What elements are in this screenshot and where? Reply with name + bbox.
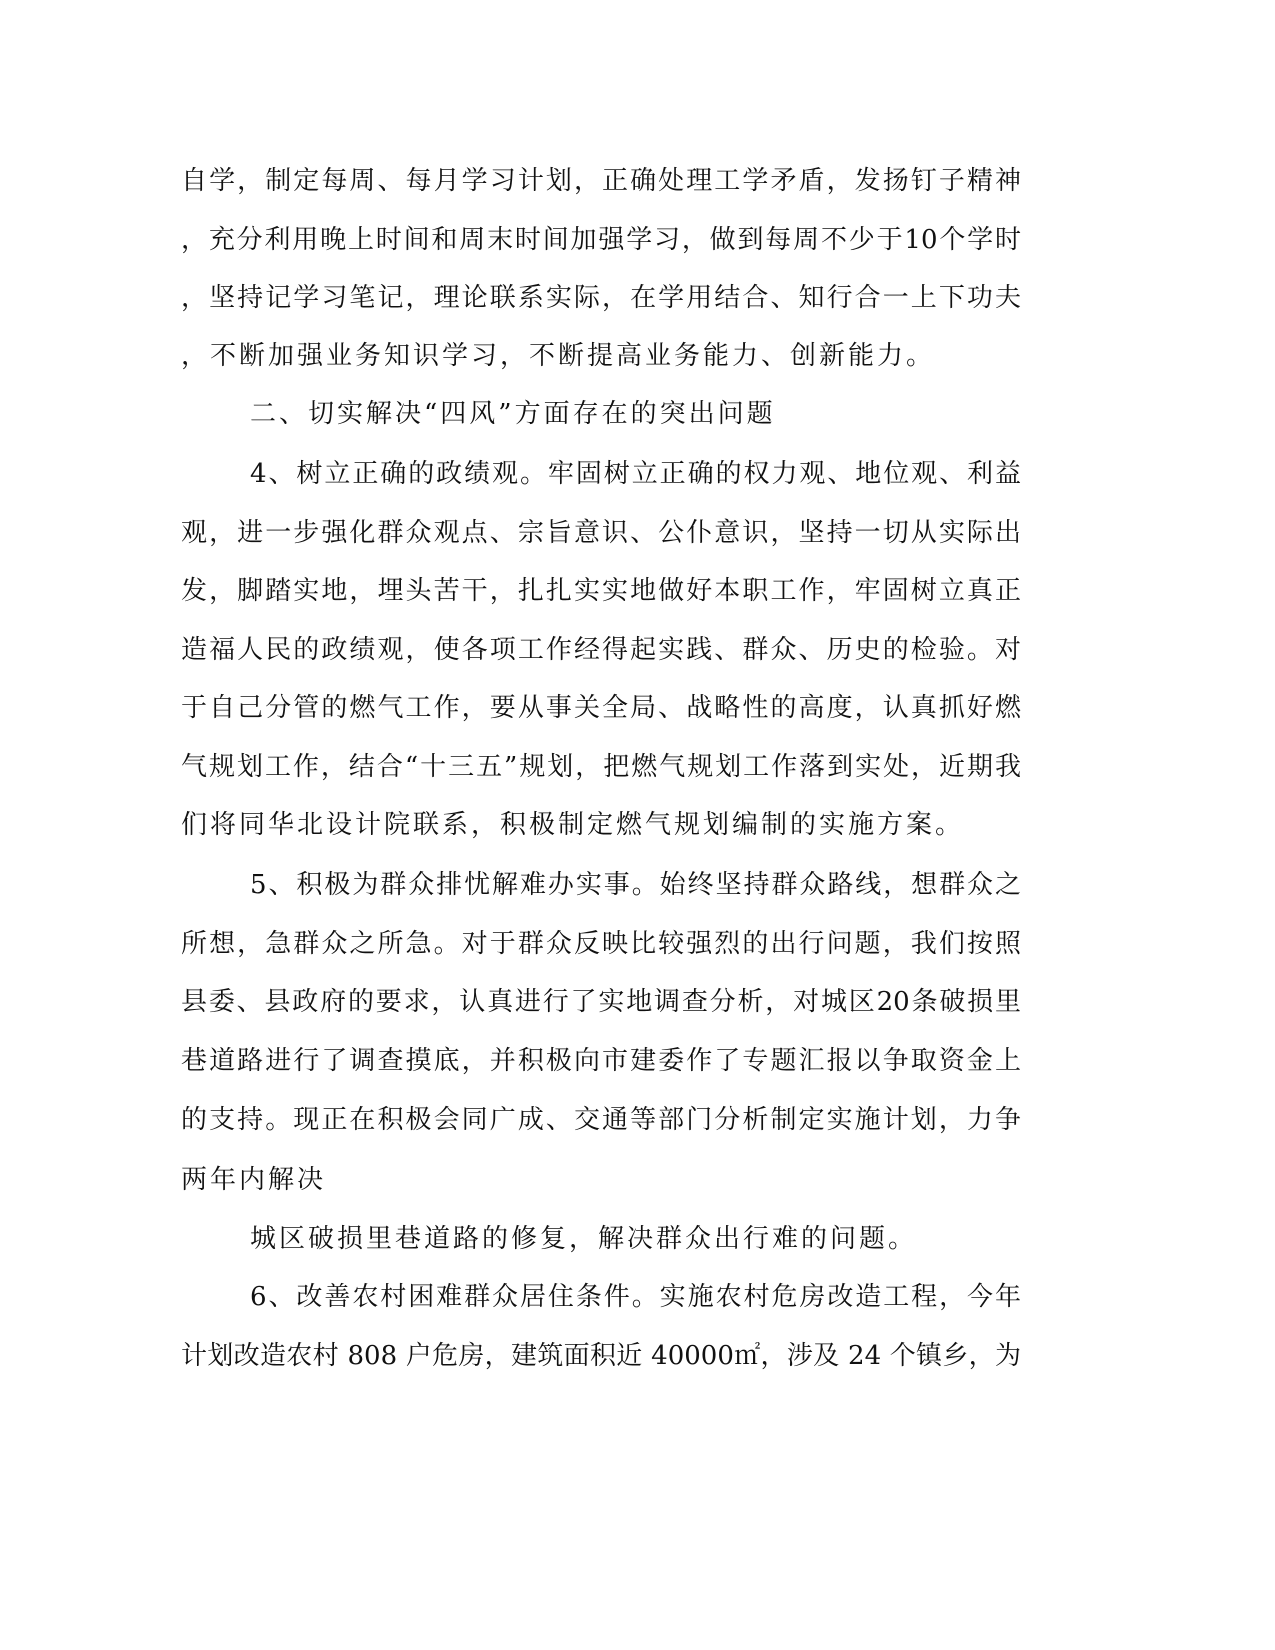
text-line: ，不断加强业务知识学习，不断提高业务能力、创新能力。 [181, 341, 936, 371]
text-line: 5、积极为群众排忧解难办实事。始终坚持群众路线，想群众之 [250, 870, 1021, 900]
text-line: 城区破损里巷道路的修复，解决群众出行难的问题。 [250, 1224, 918, 1254]
text-line: 所想，急群众之所急。对于群众反映比较强烈的出行问题，我们按照 [181, 929, 1021, 959]
text-line: 观，进一步强化群众观点、宗旨意识、公仆意识，坚持一切从实际出 [181, 518, 1021, 548]
text-line: ，坚持记学习笔记，理论联系实际，在学用结合、知行合一上下功夫 [181, 283, 1021, 313]
text-line: 县委、县政府的要求，认真进行了实地调查分析，对城区20条破损里 [181, 987, 1021, 1017]
text-line: 的支持。现正在积极会同广成、交通等部门分析制定实施计划，力争 [181, 1105, 1021, 1135]
text-line: 巷道路进行了调查摸底，并积极向市建委作了专题汇报以争取资金上 [181, 1046, 1021, 1076]
text-line: 们将同华北设计院联系，积极制定燃气规划编制的实施方案。 [181, 810, 965, 840]
text-line: 气规划工作，结合“十三五”规划，把燃气规划工作落到实处，近期我 [181, 752, 1021, 782]
text-line: 两年内解决 [181, 1165, 327, 1195]
text-line: 4、树立正确的政绩观。牢固树立正确的权力观、地位观、利益 [250, 459, 1021, 489]
text-line: 造福人民的政绩观，使各项工作经得起实践、群众、历史的检验。对 [181, 635, 1021, 665]
text-line: 6、改善农村困难群众居住条件。实施农村危房改造工程，今年 [250, 1282, 1021, 1312]
text-line: ，充分利用晚上时间和周末时间加强学习，做到每周不少于10个学时 [181, 225, 1021, 255]
text-line: 于自己分管的燃气工作，要从事关全局、战略性的高度，认真抓好燃 [181, 693, 1021, 723]
text-line: 发，脚踏实地，埋头苦干，扎扎实实地做好本职工作，牢固树立真正 [181, 576, 1021, 606]
text-line: 计划改造农村 808 户危房，建筑面积近 40000㎡，涉及 24 个镇乡，为 [181, 1341, 1021, 1371]
section-heading: 二、切实解决“四风”方面存在的突出问题 [250, 399, 776, 429]
text-line: 自学，制定每周、每月学习计划，正确处理工学矛盾，发扬钉子精神 [181, 166, 1021, 196]
